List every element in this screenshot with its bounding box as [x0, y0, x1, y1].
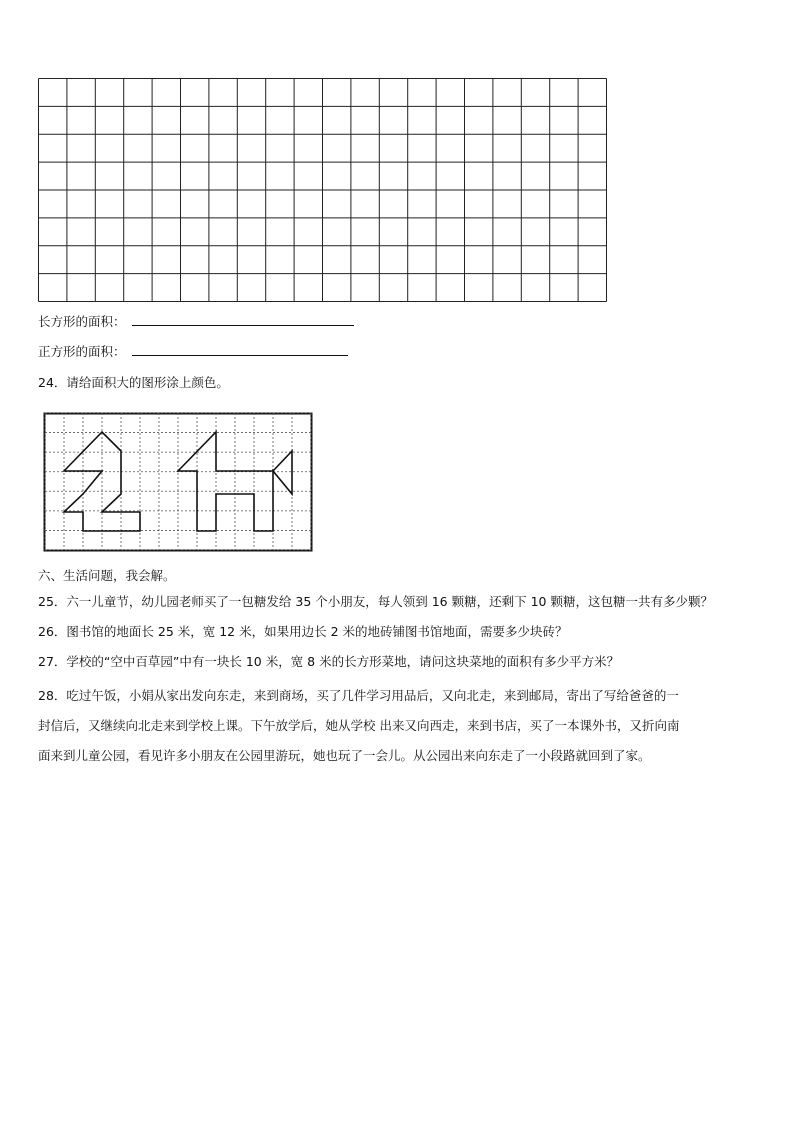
question-27: 27．学校的“空中百草园”中有一块长 10 米，宽 8 米的长方形菜地，请问这块菜地的面积有多少平方米？	[38, 654, 620, 669]
square-area-label: 正方形的面积：	[38, 344, 126, 359]
question-25: 25．六一儿童节，幼儿园老师买了一包糖发给 35 个小朋友，每人领到 16 颗糖，还剩下 10 颗糖，这包糖一共有多少颗？	[38, 594, 713, 609]
question-24: 24．请给面积大的图形涂上颜色。	[38, 375, 229, 390]
question-28-line-2: 封信后，又继续向北走来到学校上课。下午放学后，她从学校 出来又向西走，来到书店，买了一本课外书，又折向南	[38, 718, 680, 733]
section-6-title: 六、生活问题，我会解。	[38, 568, 176, 583]
question-26: 26．图书馆的地面长 25 米，宽 12 米，如果用边长 2 米的地砖铺图书馆地面，需要多少块砖？	[38, 624, 568, 639]
question-28-line-1: 28．吃过午饭，小娟从家出发向东走，来到商场，买了几件学习用品后，又向北走，来到邮局，寄出了写给爸爸的一	[38, 688, 679, 703]
rectangle-area-label: 长方形的面积：	[38, 314, 126, 329]
question-28-line-3: 面来到儿童公园，看见许多小朋友在公园里游玩，她也玩了一会儿。从公园出来向东走了一小段路就回到了家。	[38, 748, 651, 763]
